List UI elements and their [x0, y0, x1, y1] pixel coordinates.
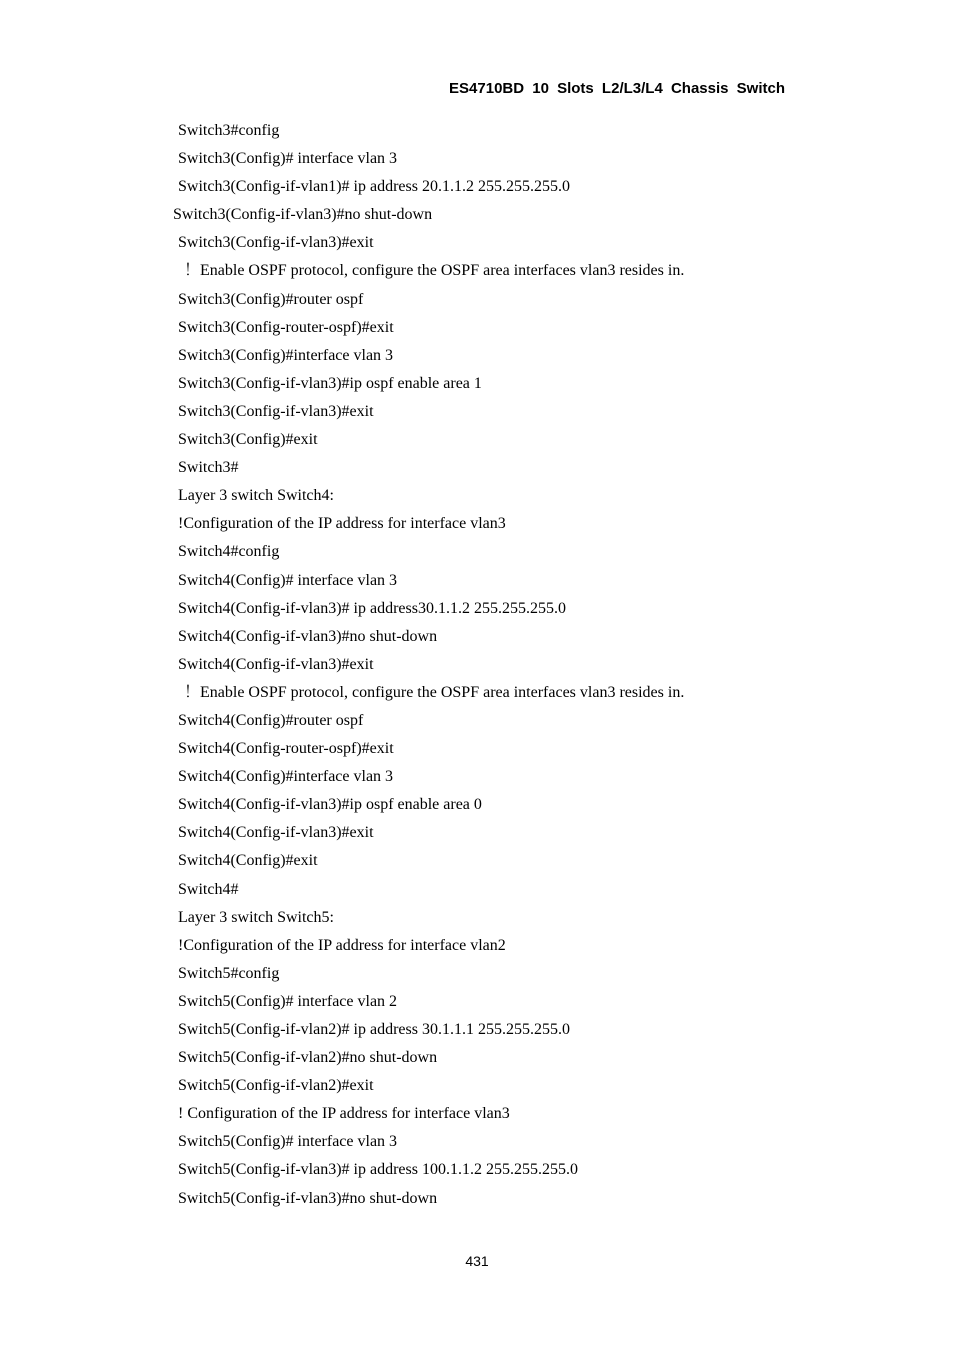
config-line: Switch4(Config-if-vlan3)# ip address30.1.1.2 255.255.255.0	[178, 599, 566, 617]
config-comment: !Configuration of the IP address for interface vlan2	[178, 936, 506, 954]
config-line: Switch3(Config-if-vlan1)# ip address 20.1.1.2 255.255.255.0	[178, 178, 570, 196]
config-line: Switch4(Config)#router ospf	[178, 711, 364, 729]
config-line: Switch3(Config)#exit	[178, 431, 318, 449]
config-line: Switch3(Config-if-vlan3)#no shut-down	[173, 206, 433, 224]
config-line: Switch4(Config-if-vlan3)#exit	[178, 655, 374, 673]
page-number: 431	[465, 1253, 489, 1269]
config-line: Switch4(Config)# interface vlan 3	[178, 571, 398, 589]
config-line: Switch4(Config)#interface vlan 3	[178, 768, 394, 786]
config-line: Switch5(Config-if-vlan2)# ip address 30.1.1.1 255.255.255.0	[178, 1021, 570, 1038]
config-comment: !Configuration of the IP address for interface vlan3	[178, 515, 506, 533]
config-comment: ！Enable OSPF protocol, configure the OSPF area interfaces vlan3 resides in.	[184, 262, 685, 280]
page-header-title: ES4710BD 10 Slots L2/L3/L4 Chassis Switch	[449, 80, 785, 97]
config-line: Switch5(Config-if-vlan3)#no shut-down	[178, 1189, 438, 1207]
config-line: Switch4(Config-if-vlan3)#no shut-down	[178, 627, 438, 645]
config-line: Switch5(Config)# interface vlan 3	[178, 1133, 398, 1151]
config-line: Switch3#config	[178, 122, 280, 139]
config-line: Switch4(Config-if-vlan3)#exit	[178, 824, 374, 842]
section-label: Layer 3 switch Switch4:	[178, 487, 334, 505]
config-line: Switch3(Config-router-ospf)#exit	[178, 318, 394, 336]
config-line: Switch4(Config)#exit	[178, 852, 318, 870]
config-line: Switch5(Config-if-vlan3)# ip address 100.1.1.2 255.255.255.0	[178, 1161, 578, 1179]
config-line: Switch5(Config)# interface vlan 2	[178, 992, 398, 1010]
config-line: Switch3(Config-if-vlan3)#exit	[178, 402, 374, 420]
config-line: Switch3(Config-if-vlan3)#ip ospf enable area 1	[178, 374, 482, 392]
config-line: Switch5#config	[178, 964, 280, 982]
config-line: Switch5(Config-if-vlan2)#no shut-down	[178, 1049, 438, 1067]
config-line: Switch4#	[178, 880, 239, 898]
config-line: Switch5(Config-if-vlan2)#exit	[178, 1077, 374, 1095]
config-line: Switch3(Config)#router ospf	[178, 290, 364, 308]
config-line: Switch3#	[178, 459, 239, 477]
config-line: Switch4#config	[178, 543, 280, 561]
config-line: Switch4(Config-router-ospf)#exit	[178, 740, 394, 758]
config-line: Switch3(Config-if-vlan3)#exit	[178, 234, 374, 252]
config-line: Switch4(Config-if-vlan3)#ip ospf enable area 0	[178, 796, 482, 814]
config-line: Switch3(Config)# interface vlan 3	[178, 150, 398, 168]
config-comment: ！Enable OSPF protocol, configure the OSPF area interfaces vlan3 resides in.	[184, 683, 685, 701]
config-command-list	[173, 117, 878, 1213]
section-label: Layer 3 switch Switch5:	[178, 908, 334, 926]
config-comment: ! Configuration of the IP address for interface vlan3	[178, 1105, 510, 1123]
config-line: Switch3(Config)#interface vlan 3	[178, 346, 394, 364]
